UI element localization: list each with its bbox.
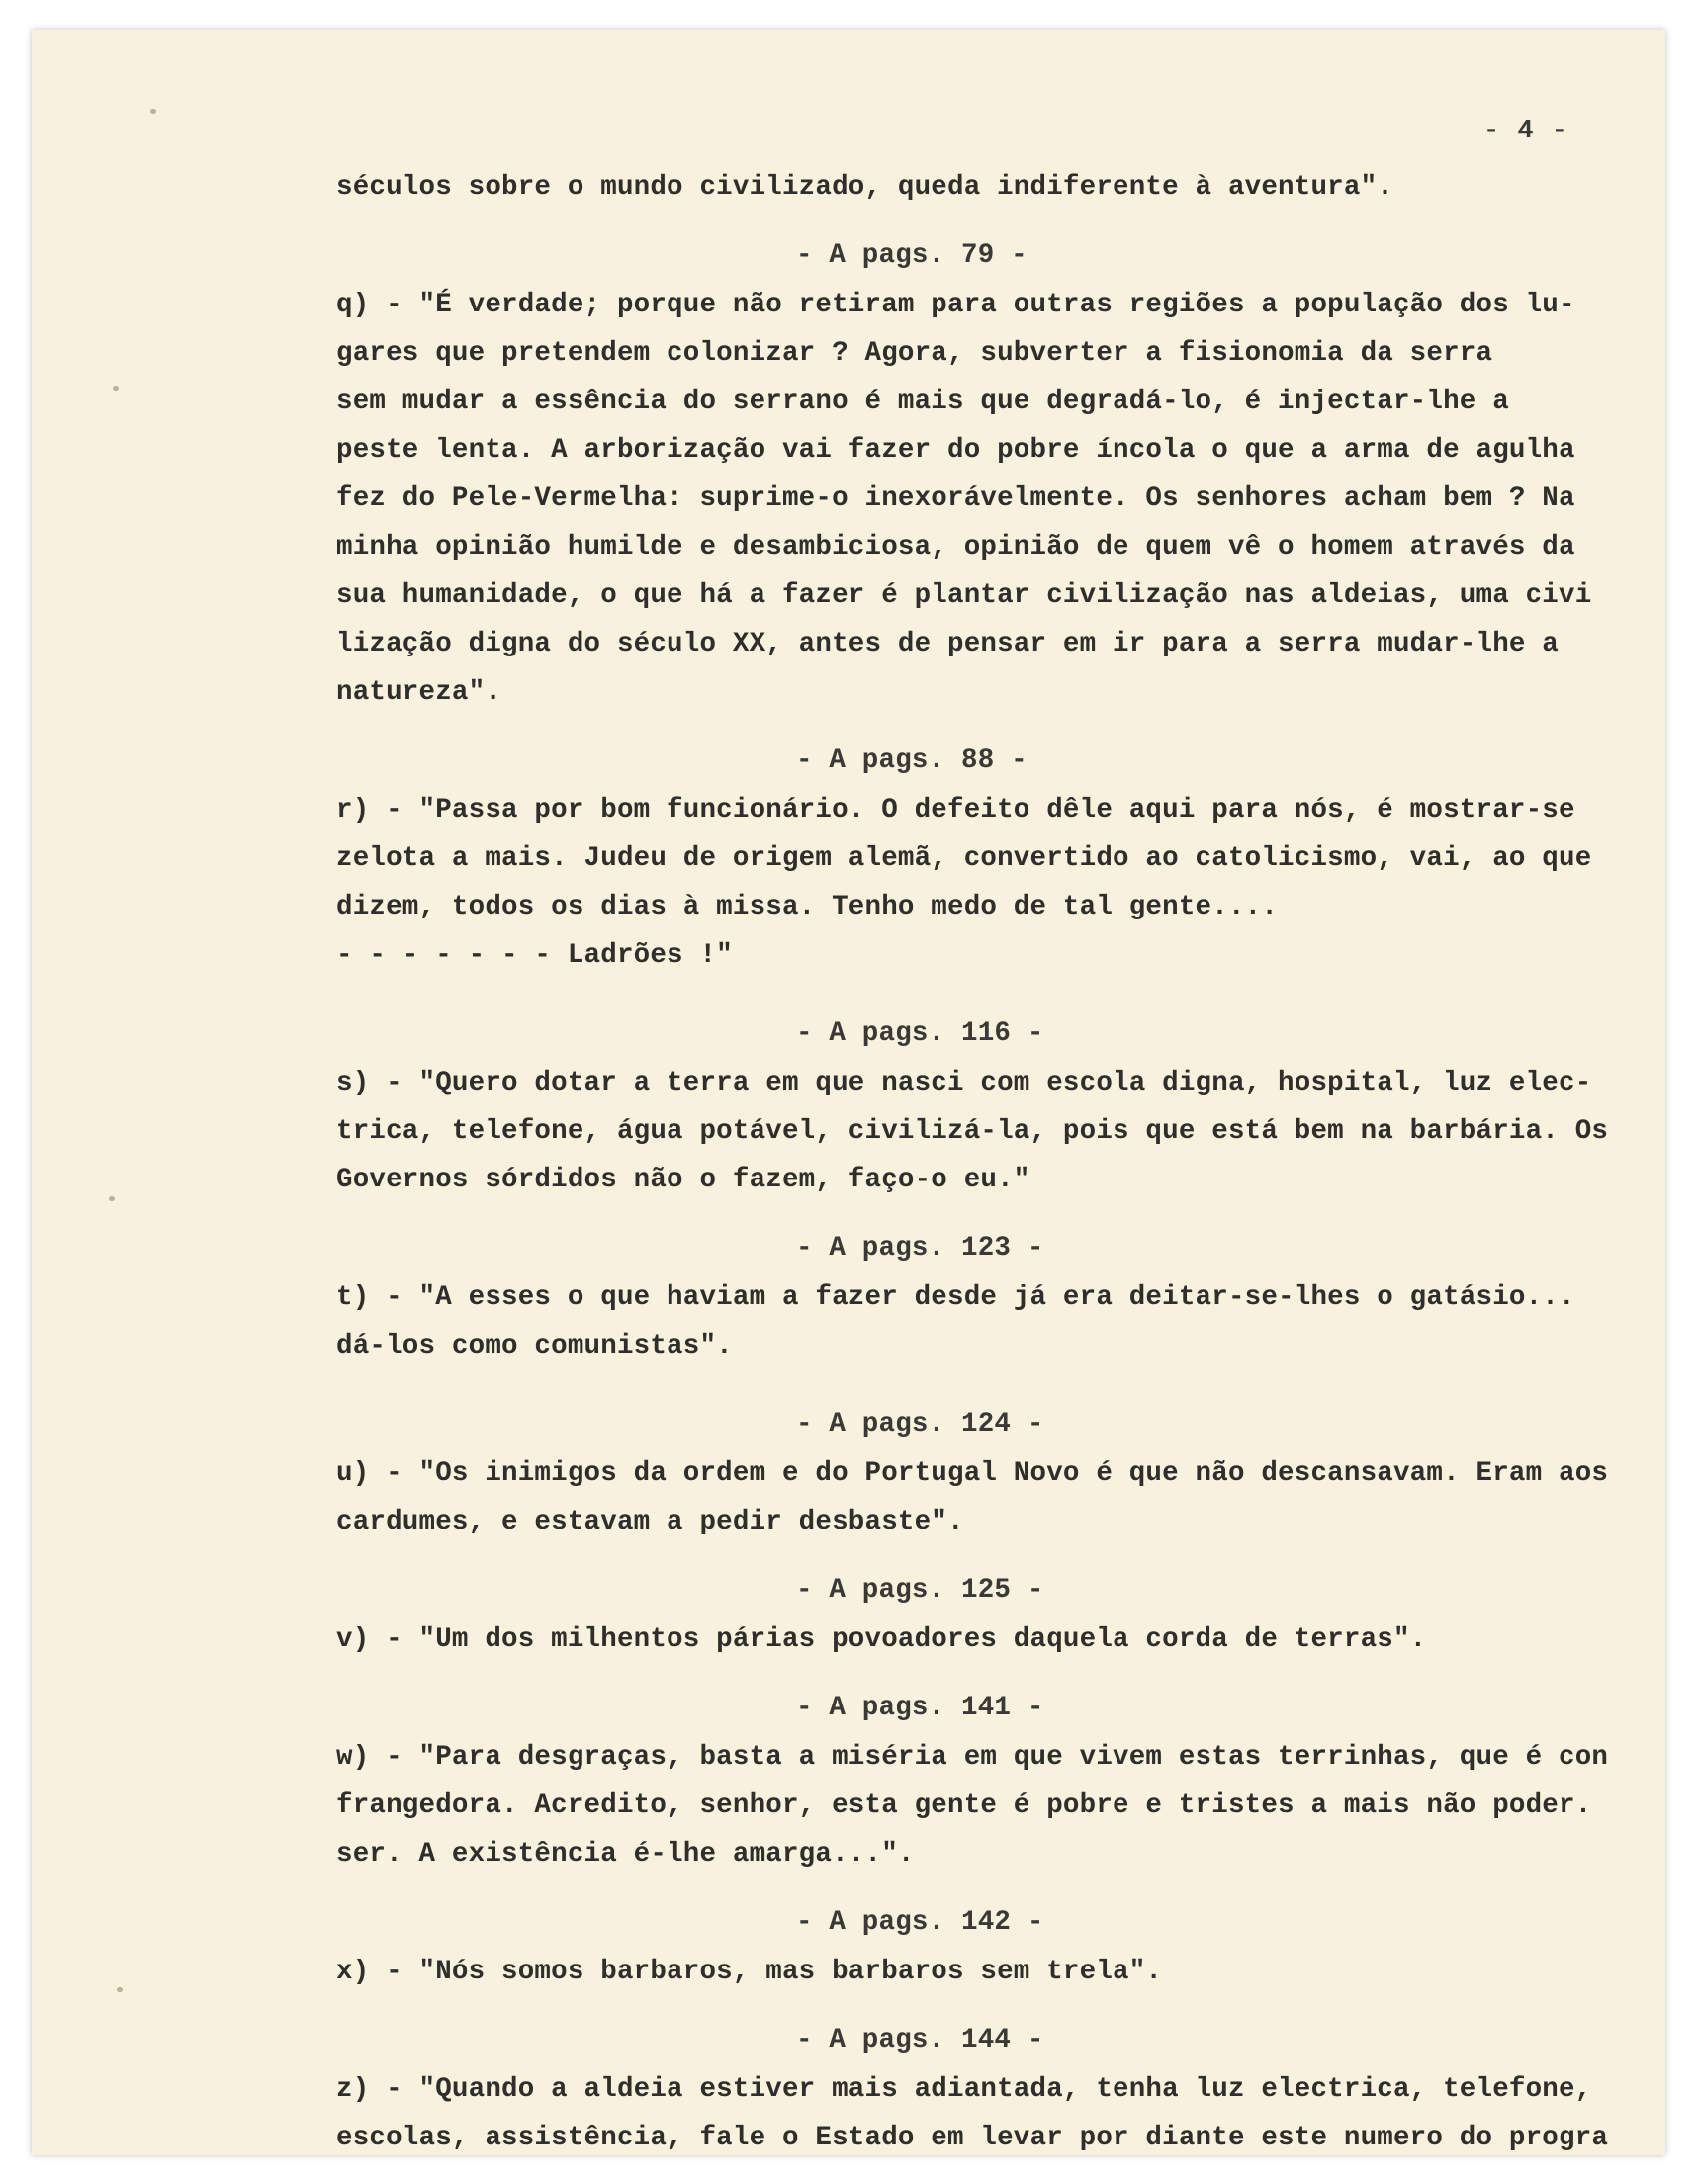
paper-speck [109,1196,115,1201]
text-line: séculos sobre o mundo civilizado, queda indiferente à aventura". [336,172,1393,203]
entry-z [336,2016,1612,2162]
text-line: trica, telefone, água potável, civilizá-la, pois que está bem na barbária. Os [336,1116,1609,1147]
page-reference-heading: - A pags. 125 - [796,1575,1044,1606]
page-number: - 4 - [1483,117,1569,146]
text-line: frangedora. Acredito, senhor, esta gente é pobre e tristes a mais não poder. [336,1791,1592,1821]
entry-x [336,1898,1612,1996]
text-line: s) - "Quero dotar a terra em que nasci com escola digna, hospital, luz elec- [336,1068,1592,1098]
entry-r [336,737,1612,980]
text-line: r) - "Passa por bom funcionário. O defeito dêle aqui para nós, é mostrar-se [336,795,1575,826]
text-line: minha opinião humilde e desambiciosa, opinião de quem vê o homem através da [336,532,1575,563]
text-line: z) - "Quando a aldeia estiver mais adiantada, tenha luz electrica, telefone, [336,2074,1592,2105]
entry-v [336,1566,1612,1664]
text-line: sem mudar a essência do serrano é mais que degradá-lo, é injectar-lhe a [336,387,1509,417]
text-line: ser. A existência é-lhe amarga...". [336,1839,915,1870]
text-line: dizem, todos os dias à missa. Tenho medo de tal gente.... [336,892,1279,922]
page-reference-heading: - A pags. 144 - [796,2025,1044,2055]
text-line: escolas, assistência, fale o Estado em levar por diante este numero do progra [336,2123,1609,2153]
page-reference-heading: - A pags. 88 - [796,745,1028,776]
document-body [336,163,1612,2162]
text-line: u) - "Os inimigos da ordem e do Portugal Novo é que não descansavam. Eram aos [336,1458,1609,1489]
text-line: gares que pretendem colonizar ? Agora, subverter a fisionomia da serra [336,338,1493,369]
entry-s [336,1009,1612,1204]
text-line: Governos sórdidos não o fazem, faço-o eu." [336,1165,1030,1195]
page-reference-heading: - A pags. 141 - [796,1693,1044,1723]
text-line: dá-los como comunistas". [336,1331,733,1361]
text-line: cardumes, e estavam a pedir desbaste". [336,1507,964,1537]
entry-q [336,231,1612,717]
text-line: q) - "É verdade; porque não retiram para outras regiões a população dos lu- [336,290,1575,320]
page-reference-heading: - A pags. 116 - [796,1018,1044,1049]
text-line: v) - "Um dos milhentos párias povoadores daquela corda de terras". [336,1624,1427,1655]
entry-u [336,1400,1612,1546]
page-reference-heading: - A pags. 123 - [796,1233,1044,1264]
text-line: w) - "Para desgraças, basta a miséria em que vivem estas terrinhas, que é con [336,1742,1609,1773]
page-reference-heading: - A pags. 124 - [796,1409,1044,1440]
paper-speck [113,386,119,391]
text-line: fez do Pele-Vermelha: suprime-o inexorávelmente. Os senhores acham bem ? Na [336,483,1575,514]
text-line: x) - "Nós somos barbaros, mas barbaros sem trela". [336,1957,1163,1987]
text-line: sua humanidade, o que há a fazer é plantar civilização nas aldeias, uma civi [336,580,1592,611]
paper-speck [150,109,156,114]
entry-t [336,1224,1612,1370]
text-line: - - - - - - - Ladrões !" [336,940,733,971]
text-line: lização digna do século XX, antes de pensar em ir para a serra mudar-lhe a [336,629,1559,659]
page-reference-heading: - A pags. 79 - [796,240,1028,271]
text-line: t) - "A esses o que haviam a fazer desde já era deitar-se-lhes o gatásio... [336,1282,1575,1313]
page-reference-heading: - A pags. 142 - [796,1907,1044,1938]
text-line: zelota a mais. Judeu de origem alemã, convertido ao catolicismo, vai, ao que [336,843,1592,874]
opening-paragraph [336,163,1612,212]
text-line: natureza". [336,677,502,708]
paper-speck [117,1987,123,1992]
text-line: peste lenta. A arborização vai fazer do pobre íncola o que a arma de agulha [336,435,1575,466]
entry-w [336,1684,1612,1878]
